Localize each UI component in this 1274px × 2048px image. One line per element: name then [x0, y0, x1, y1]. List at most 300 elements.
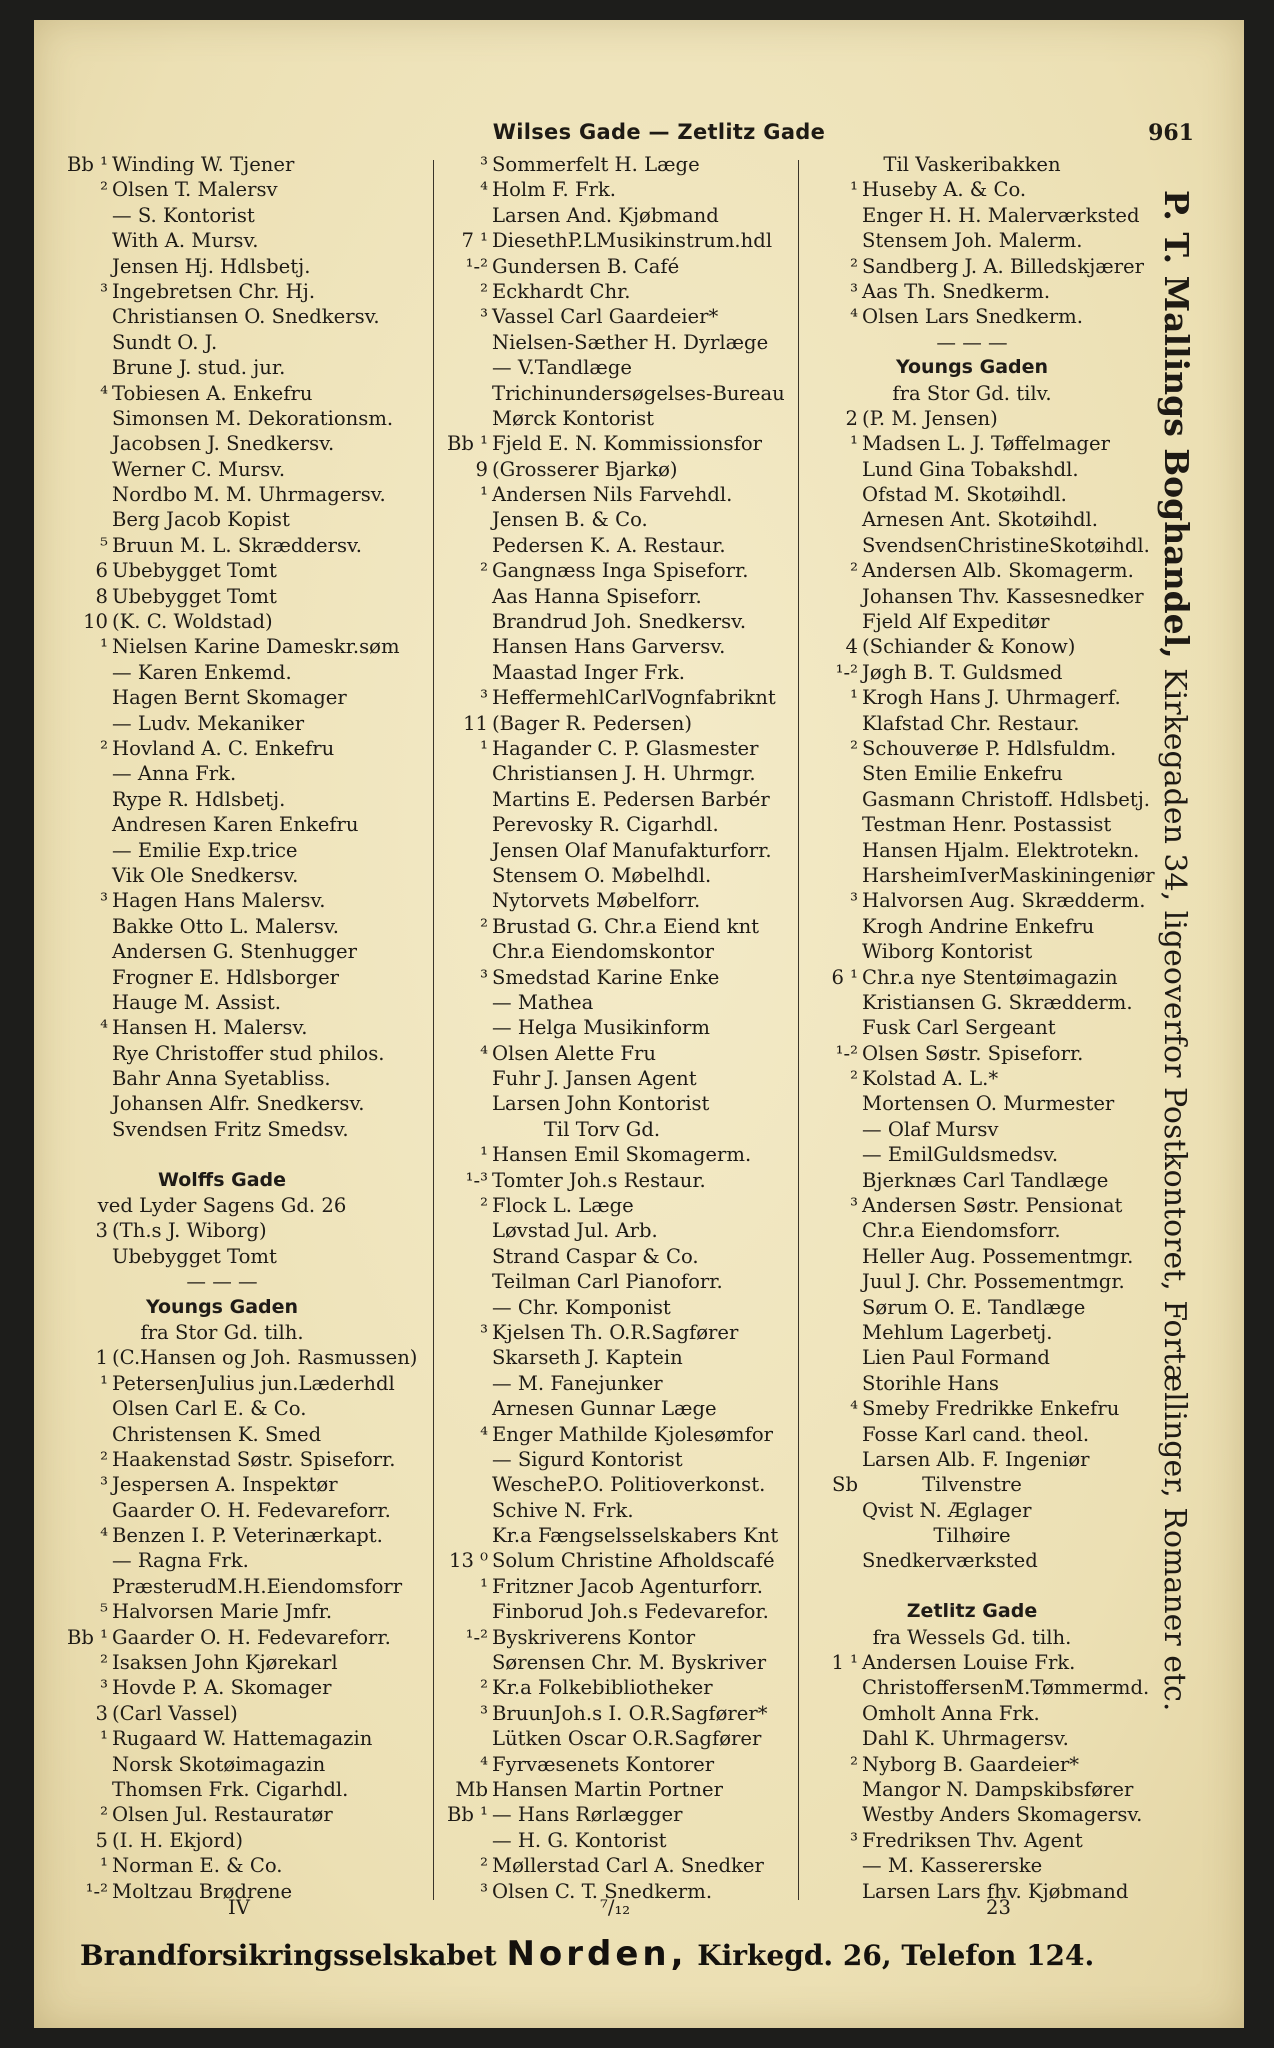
entry-text: Zetlitz Gade [906, 1600, 1038, 1623]
directory-entry [808, 965, 1136, 990]
directory-entry [438, 1117, 766, 1142]
directory-entry [58, 685, 386, 710]
directory-entry [438, 685, 776, 710]
directory-entry [808, 1675, 1150, 1700]
directory-entry [438, 990, 766, 1015]
entry-text: Dahl K. Uhrmagersv. [862, 1727, 1069, 1751]
directory-entry [808, 609, 1136, 634]
directory-entry [58, 1371, 395, 1396]
entry-text: Winding W. Tjener [112, 153, 295, 176]
entry-text: — H. G. Kontorist [492, 1828, 667, 1852]
directory-entry [808, 736, 1136, 761]
directory-entry [808, 1472, 1136, 1497]
entry-number: ² [480, 914, 488, 938]
directory-entry [438, 304, 766, 329]
footer-brand: Norden, [506, 1934, 688, 1974]
street-heading [808, 355, 1136, 380]
entry-text: fra Stor Gd. tilh. [140, 1320, 304, 1344]
directory-entry [58, 965, 386, 990]
directory-entry [438, 254, 766, 279]
entry-text: Skarseth J. Kaptein [492, 1346, 683, 1370]
entry-number: ² [480, 1676, 488, 1700]
entry-text: Til Torv Gd. [543, 1117, 661, 1141]
directory-entry [438, 863, 766, 888]
entry-text: Brandrud Joh. Snedkersv. [492, 610, 747, 634]
entry-text: Johansen Alfr. Snedkersv. [112, 1092, 365, 1116]
entry-text: Norman E. & Co. [112, 1854, 283, 1878]
entry-text: Hansen Hans Garversv. [492, 635, 726, 659]
directory-entry [438, 660, 766, 685]
entry-text: Benzen I. P. Veterinærkapt. [112, 1524, 383, 1548]
entry-text: Juul J. Chr. Possementmgr. [862, 1270, 1125, 1294]
entry-text: Bakke Otto L. Malersv. [112, 914, 339, 938]
directory-entry [58, 812, 386, 837]
column-rule [798, 160, 799, 1900]
entry-text: Larsen And. Kjøbmand [492, 203, 719, 227]
directory-entry [808, 1498, 1136, 1523]
directory-entry [438, 1548, 775, 1573]
entry-number: 3 [95, 1701, 108, 1725]
entry-number: ³ [100, 889, 108, 913]
directory-entry [58, 1599, 386, 1624]
directory-entry [808, 1168, 1136, 1193]
entry-text: Nielsen-Sæther H. Dyrlæge [492, 330, 769, 354]
entry-text: (I. H. Ekjord) [112, 1828, 243, 1852]
entry-text: — Ragna Frk. [112, 1549, 249, 1573]
entry-text: Johansen Thv. Kassesnedker [862, 584, 1144, 608]
entry-text: Fjeld Alf Expeditør [862, 610, 1050, 634]
entry-text: Fritzner Jacob Agenturforr. [492, 1574, 763, 1598]
entry-text: Frogner E. Hdlsborger [112, 965, 340, 989]
directory-entry [58, 1041, 386, 1066]
entry-text: Tilvenstre [922, 1473, 1022, 1497]
entry-text: Mortensen O. Murmester [862, 1092, 1115, 1116]
directory-entry [58, 1269, 386, 1294]
entry-text: Finborud Joh.s Fedevarefor. [492, 1600, 769, 1624]
directory-entry [438, 711, 766, 736]
entry-text: Gasmann Christoff. Hdlsbetj. [862, 787, 1151, 811]
entry-text: Tomter Joh.s Restaur. [492, 1168, 706, 1192]
directory-entry [808, 1726, 1136, 1751]
directory-entry [58, 558, 386, 583]
directory-entry [438, 1396, 766, 1421]
entry-text: Chr.a Eiendomskontor [492, 940, 715, 964]
entry-text: Andersen Louise Frk. [862, 1651, 1076, 1675]
entry-number: 8 [95, 584, 108, 608]
directory-entry [808, 584, 1144, 609]
directory-entry [58, 482, 386, 507]
directory-entry [58, 584, 386, 609]
entry-text: Norsk Skotøimagazin [112, 1752, 326, 1776]
directory-entry [808, 177, 1136, 202]
entry-text: Hagander C. P. Glasmester [492, 736, 759, 760]
entry-text: Andersen Nils Farvehdl. [492, 483, 733, 507]
directory-column-2 [438, 152, 785, 1904]
entry-text: Hagen Bernt Skomager [112, 686, 347, 710]
entry-number: 6 ¹ [831, 965, 858, 989]
directory-entry [58, 1752, 386, 1777]
directory-entry [438, 1523, 779, 1548]
entry-text: Qvist N. Æglager [862, 1498, 1032, 1522]
directory-entry [808, 685, 1136, 710]
entry-text: Fosse Karl cand. theol. [862, 1422, 1090, 1446]
entry-text: Vik Ole Snedkersv. [112, 863, 299, 887]
directory-entry [808, 1015, 1136, 1040]
entry-text: — — — [936, 330, 1008, 354]
directory-entry [58, 1066, 386, 1091]
entry-text: Sundt O. J. [112, 330, 218, 354]
entry-text: Tilhøire [933, 1524, 1011, 1548]
entry-number: ² [850, 559, 858, 583]
entry-text: Andresen Karen Enkefru [112, 813, 359, 837]
directory-entry [808, 1447, 1136, 1472]
entry-text: Trichinundersøgelses-Bureau [492, 381, 785, 405]
entry-text: Sandberg J. A. Billedskjærer [862, 254, 1145, 278]
directory-entry [808, 838, 1140, 863]
directory-entry [438, 457, 766, 482]
directory-entry [808, 1269, 1136, 1294]
entry-number: ¹-² [465, 254, 488, 278]
entry-number: ¹ [100, 1727, 108, 1751]
directory-entry [808, 787, 1151, 812]
entry-number: ³ [480, 1320, 488, 1344]
directory-entry [438, 584, 766, 609]
entry-number: 11 [463, 711, 488, 735]
entry-text: Thomsen Frk. Cigarhdl. [112, 1778, 349, 1801]
directory-entry [58, 1574, 403, 1599]
directory-entry [808, 914, 1136, 939]
directory-entry [438, 1041, 766, 1066]
entry-number: 2 [845, 406, 858, 430]
entry-text: Christiansen J. H. Uhrmgr. [492, 762, 756, 786]
entry-number: ² [850, 254, 858, 278]
directory-entry [438, 1269, 766, 1294]
entry-text: Til Vaskeribakken [883, 153, 1061, 176]
entry-text: Flock L. Læge [492, 1194, 634, 1218]
directory-entry [58, 1777, 386, 1802]
entry-text: Ubebygget Tomt [112, 584, 277, 608]
page-number: 961 [1148, 120, 1194, 146]
directory-entry [58, 888, 386, 913]
entry-text: Hovland A. C. Enkefru [112, 736, 335, 760]
directory-entry [808, 482, 1136, 507]
entry-text: Smedstad Karine Enke [492, 965, 720, 989]
directory-entry [438, 736, 766, 761]
directory-entry [808, 1041, 1136, 1066]
entry-number: ² [100, 1651, 108, 1675]
directory-entry [58, 939, 386, 964]
entry-number: 10 [83, 610, 108, 634]
directory-entry [58, 254, 386, 279]
directory-entry [438, 939, 766, 964]
entry-text: — Hans Rørlægger [492, 1803, 683, 1827]
directory-entry [438, 888, 766, 913]
entry-text: Svendsen Fritz Smedsv. [112, 1117, 349, 1141]
entry-text: — Emilie Exp.trice [112, 838, 298, 862]
entry-text: Wiborg Kontorist [862, 940, 1033, 964]
entry-text: Klafstad Chr. Restaur. [862, 711, 1080, 735]
entry-text: Stensem Joh. Malerm. [862, 229, 1083, 253]
entry-number: ⁴ [100, 1016, 108, 1040]
entry-number: ² [100, 1447, 108, 1471]
directory-entry [808, 1371, 1136, 1396]
entry-text: Olsen Søstr. Spiseforr. [862, 1041, 1084, 1065]
directory-entry [808, 1828, 1136, 1853]
entry-text: Aas Hanna Spiseforr. [492, 584, 702, 608]
entry-text: Arnesen Ant. Skotøihdl. [862, 508, 1099, 532]
directory-entry [438, 1701, 766, 1726]
directory-entry [808, 431, 1136, 456]
directory-entry [808, 1650, 1136, 1675]
entry-text: Larsen Alb. F. Ingeniør [862, 1447, 1090, 1471]
entry-text: BruunJoh.s I. O.R.Sagfører* [492, 1701, 768, 1725]
directory-entry [808, 152, 1136, 177]
entry-number: 9 [475, 457, 488, 481]
entry-number: ³ [480, 965, 488, 989]
entry-number: Bb ¹ [446, 1803, 488, 1827]
directory-entry [808, 1853, 1136, 1878]
entry-text: Christiansen O. Snedkersv. [112, 305, 380, 329]
directory-entry [438, 507, 766, 532]
directory-entry [808, 1802, 1143, 1827]
directory-entry [58, 279, 386, 304]
side-advertisement [1146, 190, 1196, 1830]
entry-number: ³ [850, 279, 858, 303]
directory-entry [58, 1447, 396, 1472]
directory-entry [58, 1828, 386, 1853]
directory-entry [438, 330, 769, 355]
entry-number: ⁴ [850, 305, 858, 329]
directory-entry [58, 533, 386, 558]
directory-entry [438, 1091, 766, 1116]
entry-text: Sørensen Chr. M. Byskriver [492, 1651, 767, 1675]
directory-entry [438, 1447, 766, 1472]
entry-number: ¹ [100, 635, 108, 659]
entry-text: Maastad Inger Frk. [492, 660, 685, 684]
directory-entry [808, 1320, 1136, 1345]
entry-text: Olsen T. Malersv [112, 178, 278, 202]
directory-entry [58, 1345, 418, 1370]
directory-entry [808, 863, 1155, 888]
entry-number: ⁴ [100, 1524, 108, 1548]
entry-number: ³ [100, 1676, 108, 1700]
directory-entry [438, 1726, 766, 1751]
entry-number: ³ [850, 1828, 858, 1852]
entry-text: Gangnæss Inga Spiseforr. [492, 559, 749, 583]
directory-entry [438, 634, 766, 659]
directory-entry [438, 1828, 766, 1853]
entry-text: Christensen K. Smed [112, 1422, 322, 1446]
directory-entry [808, 711, 1136, 736]
entry-text: Andersen Alb. Skomagerm. [862, 559, 1134, 583]
directory-entry [438, 1472, 766, 1497]
directory-entry [808, 939, 1136, 964]
entry-text: Mehlum Lagerbetj. [862, 1320, 1053, 1344]
directory-entry [808, 254, 1145, 279]
entry-text: (P. M. Jensen) [862, 406, 998, 430]
entry-text: Hansen H. Malersv. [112, 1016, 308, 1040]
entry-text: Jensen B. & Co. [492, 508, 648, 532]
entry-number: ¹-² [465, 1625, 488, 1649]
entry-text: Mangor N. Dampskibsfører [862, 1778, 1134, 1801]
directory-entry [58, 1498, 391, 1523]
entry-number: ³ [480, 686, 488, 710]
entry-text: (Grosserer Bjarkø) [492, 457, 678, 481]
entry-text: — V.Tandlæge [492, 356, 632, 380]
entry-text: Aas Th. Snedkerm. [862, 279, 1051, 303]
entry-number: ³ [100, 279, 108, 303]
entry-number: ¹ [850, 432, 858, 456]
entry-number: ¹-³ [465, 1168, 488, 1192]
directory-entry [808, 406, 1136, 431]
entry-number: ¹ [480, 736, 488, 760]
side-advert-bookshop: P. T. Mallings Boghandel, [1157, 190, 1196, 659]
directory-entry [438, 203, 766, 228]
directory-entry [438, 1015, 766, 1040]
entry-text: — Karen Enkemd. [112, 660, 292, 684]
entry-text: Solum Christine Afholdscafé [492, 1549, 775, 1573]
entry-text: Moltzau Brødrene [112, 1879, 293, 1903]
entry-text: Larsen John Kontorist [492, 1092, 710, 1116]
entry-number: ⁴ [480, 178, 488, 202]
directory-entry [438, 1599, 769, 1624]
entry-text: — M. Kassererske [862, 1854, 1043, 1878]
directory-entry [438, 1193, 766, 1218]
entry-text: Werner C. Mursv. [112, 457, 286, 481]
entry-text: Storihle Hans [862, 1371, 999, 1395]
entry-text: Kjelsen Th. O.R.Sagfører [492, 1320, 739, 1344]
street-heading [58, 1295, 386, 1320]
directory-entry [58, 1320, 386, 1345]
directory-entry [438, 1675, 766, 1700]
entry-text: Halvorsen Marie Jmfr. [112, 1600, 333, 1624]
directory-entry [58, 1650, 386, 1675]
directory-entry [808, 1066, 1136, 1091]
entry-number: ¹-² [835, 1041, 858, 1065]
directory-entry [438, 1650, 766, 1675]
directory-entry [808, 457, 1136, 482]
entry-text: Lütken Oscar O.R.Sagfører [492, 1727, 762, 1751]
entry-number: ³ [480, 1701, 488, 1725]
entry-number: ¹-² [85, 1879, 108, 1903]
directory-entry [438, 1066, 766, 1091]
entry-text: Larsen Lars fhv. Kjøbmand [862, 1879, 1129, 1903]
entry-text: Hansen Hjalm. Elektrotekn. [862, 838, 1140, 862]
entry-number: 6 [95, 559, 108, 583]
directory-entry [438, 279, 766, 304]
directory-entry [808, 304, 1136, 329]
entry-number: ¹ [850, 178, 858, 202]
directory-entry [58, 177, 386, 202]
entry-text: Vassel Carl Gaardeier* [492, 305, 719, 329]
footer-advertisement [80, 1934, 1180, 1978]
entry-text: Kristiansen G. Skrædderm. [862, 990, 1133, 1014]
entry-text: Heller Aug. Possementmgr. [862, 1244, 1134, 1268]
entry-number: Bb ¹ [66, 153, 108, 176]
entry-text: Nordbo M. M. Uhrmagersv. [112, 483, 386, 507]
entry-text: Ingebretsen Chr. Hj. [112, 279, 316, 303]
directory-entry [58, 787, 386, 812]
entry-text: Madsen L. J. Tøffelmager [862, 432, 1110, 456]
entry-text: Nielsen Karine Dameskr.søm [112, 635, 400, 659]
directory-entry [438, 431, 766, 456]
column-rule [433, 160, 434, 1900]
directory-entry [438, 1142, 766, 1167]
entry-text: Huseby A. & Co. [862, 178, 1027, 202]
entry-text: Hansen Martin Portner [492, 1778, 723, 1801]
entry-text: Martins E. Pedersen Barbér [492, 787, 770, 811]
entry-text: Teilman Carl Pianoforr. [492, 1270, 723, 1294]
entry-number: ⁴ [480, 1752, 488, 1776]
column-footer-1: IV [228, 1896, 250, 1919]
entry-number: ³ [850, 889, 858, 913]
directory-entry [438, 1244, 766, 1269]
entry-number: ² [100, 1803, 108, 1827]
entry-number: Bb ¹ [66, 1625, 108, 1649]
directory-entry [58, 1117, 386, 1142]
entry-text: With A. Mursv. [112, 229, 259, 253]
entry-text: Andersen Søstr. Pensionat [862, 1194, 1123, 1218]
entry-text: — Helga Musikinform [492, 1016, 710, 1040]
entry-text: Fuhr J. Jansen Agent [492, 1067, 697, 1091]
entry-text: Perevosky R. Cigarhdl. [492, 813, 719, 837]
entry-text: Krogh Andrine Enkefru [862, 914, 1095, 938]
entry-text: — S. Kontorist [112, 203, 255, 227]
entry-text: Hansen Emil Skomagerm. [492, 1143, 752, 1167]
entry-text: Fredriksen Thv. Agent [862, 1828, 1083, 1852]
entry-text: Fusk Carl Sergeant [862, 1016, 1056, 1040]
directory-entry [58, 1396, 386, 1421]
directory-entry [808, 634, 1136, 659]
directory-entry [58, 1726, 386, 1751]
directory-entry [808, 1244, 1136, 1269]
directory-entry [808, 558, 1136, 583]
directory-entry [808, 1396, 1136, 1421]
directory-entry [808, 1295, 1136, 1320]
directory-entry [58, 1142, 386, 1167]
entry-number: ² [100, 736, 108, 760]
entry-text: Bruun M. L. Skræddersv. [112, 533, 362, 557]
entry-number: ⁵ [100, 533, 108, 557]
entry-text: PræsterudM.H.Eiendomsforr [112, 1574, 403, 1598]
directory-entry [58, 431, 386, 456]
directory-entry [438, 1168, 766, 1193]
street-heading [808, 1599, 1136, 1624]
directory-entry [58, 1675, 386, 1700]
entry-text: Jacobsen J. Snedkersv. [112, 432, 335, 456]
directory-entry [58, 152, 386, 177]
directory-entry [808, 533, 1150, 558]
directory-entry [438, 787, 770, 812]
entry-text: (Bager R. Pedersen) [492, 711, 692, 735]
entry-text: — Ludv. Mekaniker [112, 711, 305, 735]
directory-entry [58, 355, 386, 380]
entry-number: 7 ¹ [461, 229, 488, 253]
entry-text: Ubebygget Tomt [112, 1244, 277, 1268]
entry-text: Nyborg B. Gaardeier* [862, 1752, 1080, 1776]
directory-entry [58, 736, 386, 761]
entry-text: PetersenJulius jun.Læderhdl [112, 1371, 395, 1395]
directory-entry [58, 330, 386, 355]
directory-entry [808, 990, 1136, 1015]
entry-number: ¹ [100, 1854, 108, 1878]
entry-number: ³ [480, 305, 488, 329]
entry-number: ¹ [480, 483, 488, 507]
entry-text: Tobiesen A. Enkefru [112, 381, 313, 405]
entry-text: Simonsen M. Dekorationsm. [112, 406, 394, 430]
entry-text: — Olaf Mursv [862, 1117, 999, 1141]
page-header [124, 120, 1194, 150]
